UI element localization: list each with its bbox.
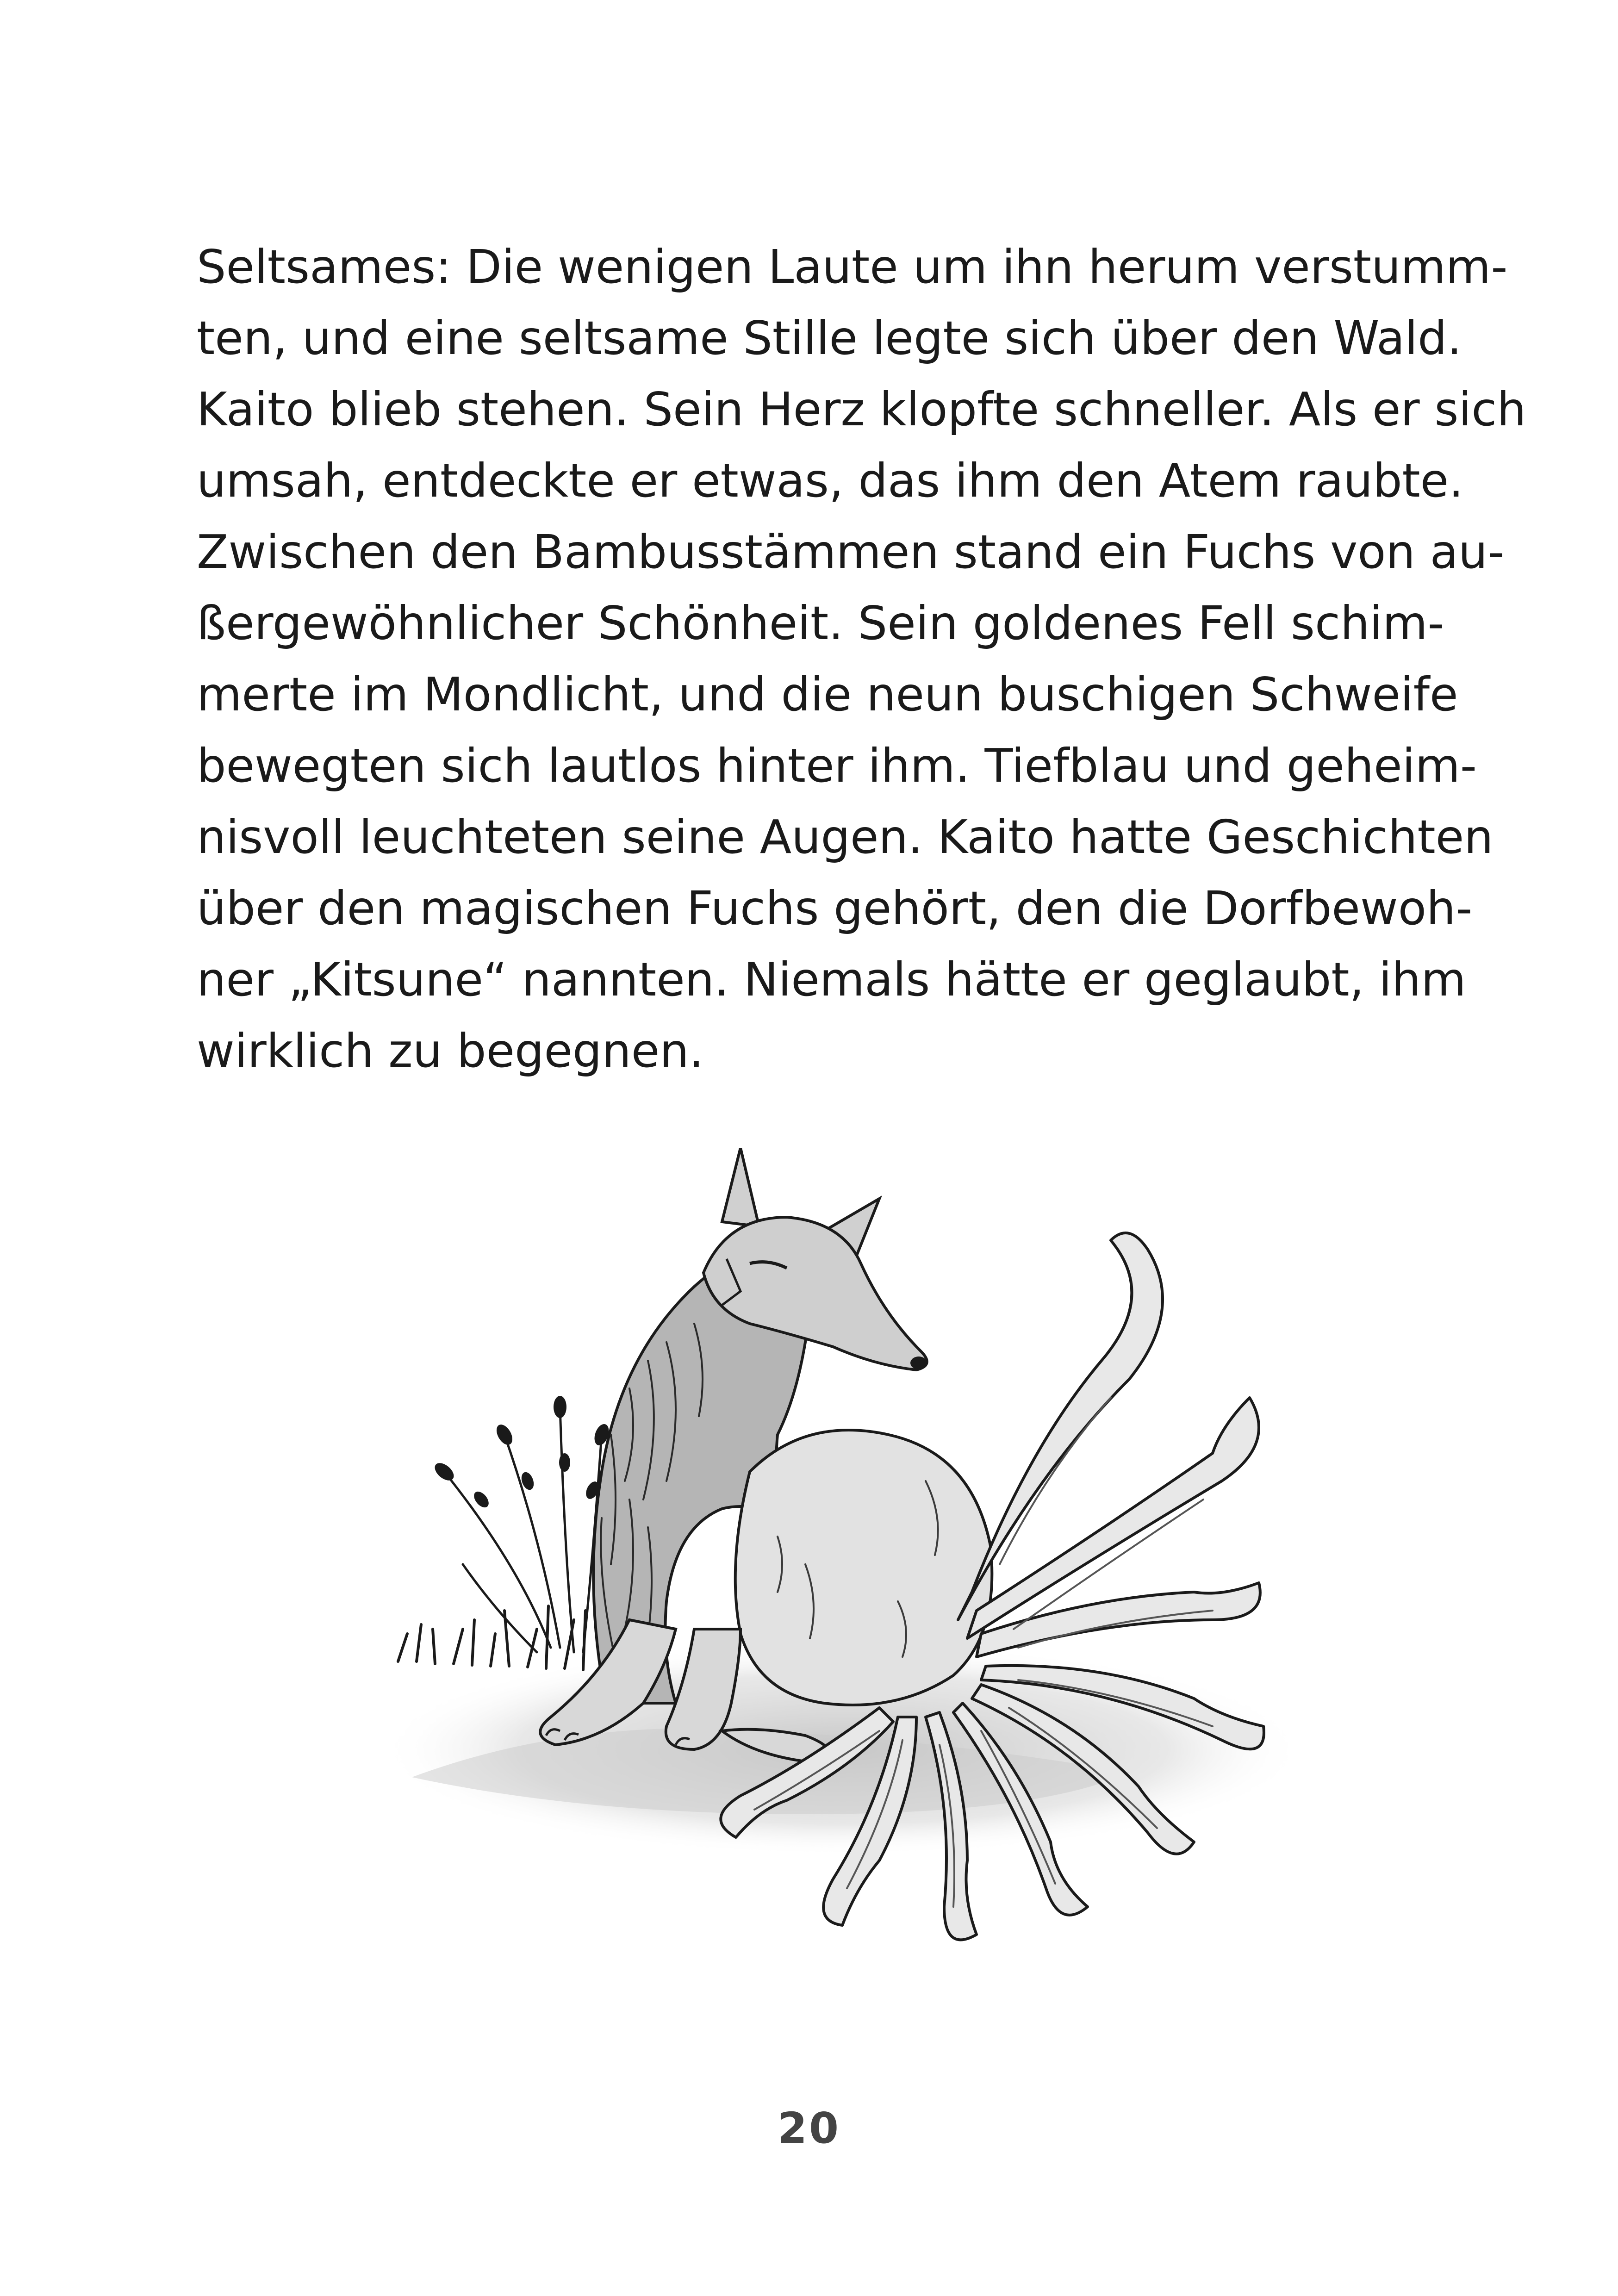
text-line: bewegten sich lautlos hinter ihm. Tiefblau und geheim- — [197, 739, 1477, 793]
text-line: Kaito blieb stehen. Sein Herz klopfte schneller. Als er sich — [197, 382, 1526, 436]
text-line: Seltsames: Die wenigen Laute um ihn herum verstumm- — [197, 240, 1508, 294]
nine-tailed-fox-illustration-icon — [342, 1148, 1351, 1999]
text-line: ner „Kitsune“ nannten. Niemals hätte er geglaubt, ihm — [197, 952, 1466, 1007]
page-number: 20 — [777, 2103, 841, 2153]
text-line: ten, und eine seltsame Stille legte sich über den Wald. — [197, 311, 1462, 365]
text-line: ßergewöhnlicher Schönheit. Sein goldenes Fell schim- — [197, 596, 1444, 650]
text-line: merte im Mondlicht, und die neun buschigen Schweife — [197, 667, 1458, 722]
text-line: umsah, entdeckte er etwas, das ihm den Atem raubte. — [197, 454, 1464, 508]
text-line: über den magischen Fuchs gehört, den die Dorfbewoh- — [197, 881, 1473, 935]
text-line: nisvoll leuchteten seine Augen. Kaito hatte Geschichten — [197, 810, 1494, 864]
text-line: Zwischen den Bambusstämmen stand ein Fuchs von au- — [197, 525, 1505, 579]
body-text — [197, 231, 1526, 1087]
text-line: wirklich zu begegnen. — [197, 1024, 704, 1078]
